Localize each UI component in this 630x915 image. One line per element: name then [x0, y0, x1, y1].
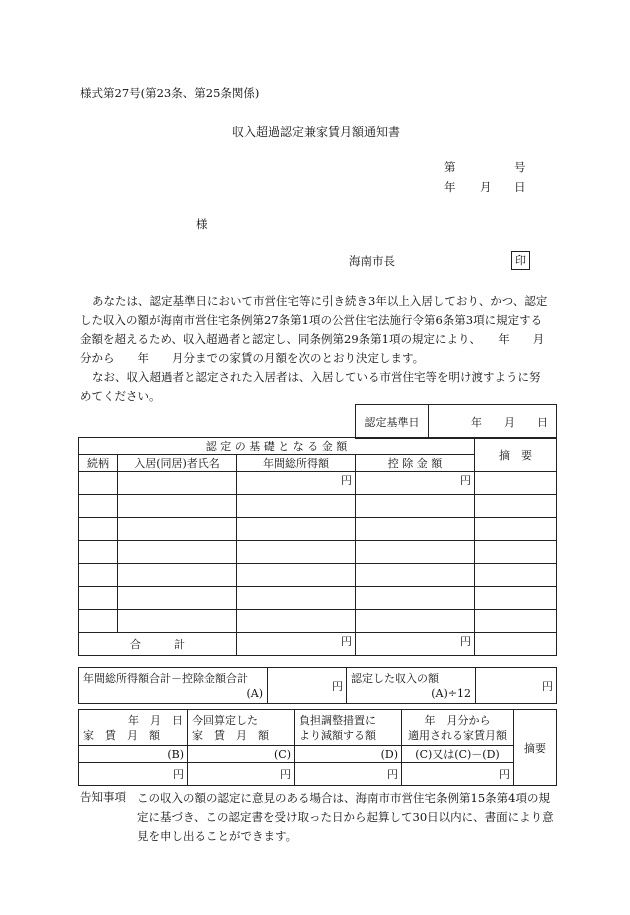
number-label-dai: 第 — [444, 160, 456, 174]
code-c-or-cd: (C)又は(C)－(D) — [402, 746, 514, 763]
addressee-suffix: 様 — [196, 217, 208, 231]
notice-line3: 見を申し出ることができます。 — [137, 829, 298, 843]
code-b: (B) — [79, 746, 188, 763]
total-minus-deduction-value[interactable]: 円 — [268, 668, 347, 704]
relation-cell[interactable] — [79, 541, 118, 564]
label-a-line2: (A) — [246, 686, 263, 700]
relation-cell[interactable] — [79, 587, 118, 610]
label-b-line1: 認定した収入の額 — [351, 671, 439, 685]
col3-line1: 負担調整措置に — [299, 713, 376, 727]
deduction-cell[interactable] — [356, 564, 475, 587]
remarks-header: 摘要 — [514, 710, 557, 786]
group-header: 認 定 の 基 礎 と な る 金 額 — [79, 438, 475, 455]
relation-cell[interactable] — [79, 564, 118, 587]
col1-line1: 年 月 日 — [128, 713, 183, 727]
notice-line2: 定に基づき、この認定書を受け取った日から起算して30日以内に、書面により意 — [137, 810, 554, 824]
paragraph1-line1: あなたは、認定基準日において市営住宅等に引き続き3年以上入居しており、かつ、認定 — [92, 294, 548, 308]
rent-applied-value[interactable]: 円 — [402, 763, 514, 786]
deduction-cell[interactable] — [356, 610, 475, 633]
income-cell[interactable] — [237, 518, 356, 541]
total-remarks-cell[interactable] — [475, 633, 557, 656]
name-cell[interactable] — [118, 518, 237, 541]
total-minus-deduction-label — [79, 668, 268, 704]
number-label-go: 号 — [514, 160, 526, 174]
certified-income-value[interactable]: 円 — [476, 668, 557, 704]
form-number: 様式第27号(第23条、第25条関係) — [80, 86, 260, 100]
issuer-name: 海南市長 — [349, 254, 395, 268]
income-cell[interactable] — [237, 495, 356, 518]
table-row — [79, 472, 557, 495]
total-income-cell[interactable]: 円 — [237, 633, 356, 656]
date-year-label: 年 — [444, 180, 456, 194]
reference-date-value: 年 月 日 — [429, 405, 557, 439]
code-d: (D) — [295, 746, 402, 763]
label-a-line1: 年間総所得額合計－控除金額合計 — [83, 671, 248, 685]
name-cell[interactable] — [118, 587, 237, 610]
computed-income-table — [78, 667, 557, 704]
table-row — [79, 518, 557, 541]
remarks-cell[interactable] — [475, 541, 557, 564]
relation-cell[interactable] — [79, 495, 118, 518]
table-row — [79, 587, 557, 610]
income-cell[interactable]: 円 — [237, 472, 356, 495]
rent-c-value[interactable]: 円 — [188, 763, 295, 786]
rent-b-value[interactable]: 円 — [79, 763, 188, 786]
col2-line1: 今回算定した — [192, 713, 258, 727]
seal-mark: 印 — [511, 251, 530, 270]
remarks-cell[interactable] — [475, 518, 557, 541]
remarks-cell[interactable] — [475, 495, 557, 518]
reference-date-label: 認定基準日 — [356, 405, 429, 439]
relation-cell[interactable] — [79, 610, 118, 633]
name-cell[interactable] — [118, 495, 237, 518]
total-row — [79, 633, 557, 656]
table-row — [79, 495, 557, 518]
col1-line2: 家 賃 月 額 — [83, 728, 160, 742]
table-row — [79, 541, 557, 564]
relation-cell[interactable] — [79, 472, 118, 495]
body-text — [80, 292, 560, 406]
col-relation: 続柄 — [79, 455, 118, 472]
income-cell[interactable] — [237, 541, 356, 564]
paragraph1-line2: した収入の額が海南市営住宅条例第27条第1項の公営住宅法施行令第6条第3項に規定する — [80, 313, 543, 327]
paragraph2-line2: めてください。 — [80, 389, 161, 403]
name-cell[interactable] — [118, 541, 237, 564]
notice-line1: この収入の額の認定に意見のある場合は、海南市市営住宅条例第15条第4項の規 — [137, 791, 550, 805]
remarks-header: 摘 要 — [475, 438, 557, 472]
deduction-cell[interactable] — [356, 587, 475, 610]
col-deduction: 控 除 金 額 — [356, 455, 475, 472]
date-month-label: 月 — [480, 180, 492, 194]
rent-table — [78, 709, 557, 786]
col4-header — [402, 710, 514, 746]
total-label: 合 計 — [79, 633, 237, 656]
col4-line1: 年 月分から — [424, 713, 491, 727]
rent-d-value[interactable]: 円 — [295, 763, 402, 786]
deduction-cell[interactable] — [356, 518, 475, 541]
deduction-cell[interactable] — [356, 541, 475, 564]
col2-header — [188, 710, 295, 746]
deduction-cell[interactable]: 円 — [356, 472, 475, 495]
reference-date-table — [355, 404, 557, 439]
col1-header — [79, 710, 188, 746]
document-title: 収入超過認定兼家賃月額通知書 — [232, 125, 401, 139]
certified-income-label — [347, 668, 476, 704]
income-cell[interactable] — [237, 564, 356, 587]
paragraph1-line4: 分から 年 月分までの家賃の月額を次のとおり決定します。 — [80, 351, 425, 365]
table-row — [79, 610, 557, 633]
notice-label: 告知事項 — [80, 790, 126, 804]
col2-line2: 家 賃 月 額 — [192, 728, 269, 742]
name-cell[interactable] — [118, 472, 237, 495]
income-cell[interactable] — [237, 610, 356, 633]
total-deduction-cell[interactable]: 円 — [356, 633, 475, 656]
paragraph1-line3: 金額を超えるため、収入超過者と認定し、同条例第29条第1項の規定により、 年 月 — [80, 332, 545, 346]
remarks-cell[interactable] — [475, 587, 557, 610]
col-name: 入居(同居)者氏名 — [118, 455, 237, 472]
code-c: (C) — [188, 746, 295, 763]
date-day-label: 日 — [514, 180, 526, 194]
name-cell[interactable] — [118, 610, 237, 633]
remarks-cell[interactable] — [475, 610, 557, 633]
col-income: 年間総所得額 — [237, 455, 356, 472]
col3-header — [295, 710, 402, 746]
deduction-cell[interactable] — [356, 495, 475, 518]
notice-text — [137, 789, 563, 846]
table-row — [79, 564, 557, 587]
label-b-line2: (A)÷12 — [431, 686, 471, 700]
income-cell[interactable] — [237, 587, 356, 610]
income-basis-table — [78, 437, 557, 656]
name-cell[interactable] — [118, 564, 237, 587]
remarks-cell[interactable] — [475, 564, 557, 587]
col4-line2: 適用される家賃月額 — [408, 728, 507, 742]
col3-line2: より減額する額 — [299, 728, 376, 742]
paragraph2-line1: なお、収入超過者と認定された入居者は、入居している市営住宅等を明け渡すように努 — [92, 370, 541, 384]
remarks-cell[interactable] — [475, 472, 557, 495]
relation-cell[interactable] — [79, 518, 118, 541]
